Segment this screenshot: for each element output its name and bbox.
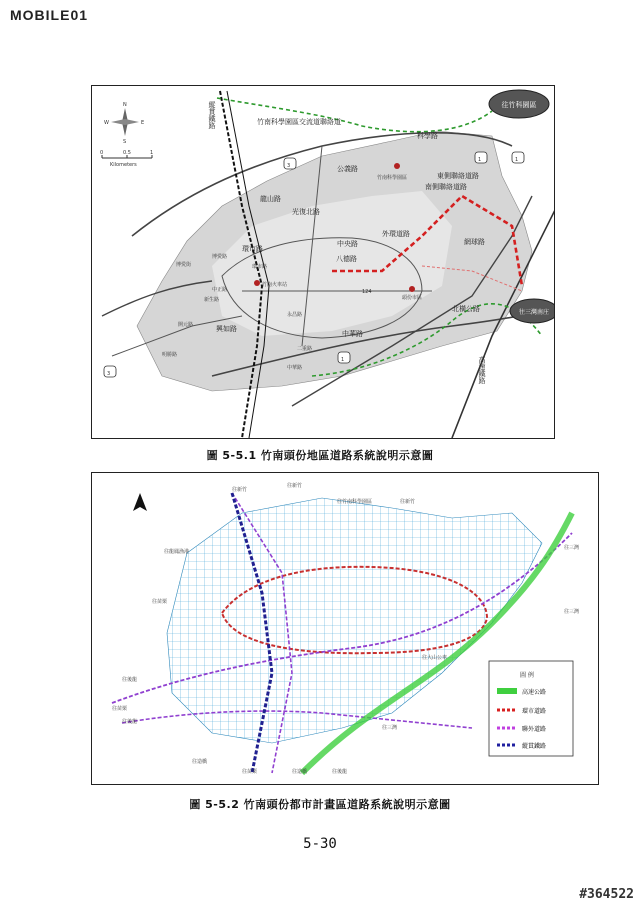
route-shield-1a — [475, 152, 487, 163]
svg-text:W: W — [104, 120, 109, 126]
label-bade: 八德路 — [336, 255, 357, 263]
label-erchong: 二重路 — [297, 346, 313, 352]
figure2-caption: 圖 5-5.2 竹南頭份都市計畫區道路系統說明示意圖 — [189, 798, 451, 811]
dest-6: 往龍鳳漁港 — [164, 549, 190, 555]
label-zhonghua: 中華路 — [342, 330, 363, 338]
legend-label-highway: 高速公路 — [522, 689, 547, 696]
map1-svg — [92, 86, 554, 438]
svg-text:往竹科園區: 往竹科園區 — [501, 101, 537, 109]
dest-2: 往新竹 — [287, 483, 303, 489]
page-number: 5-30 — [303, 836, 337, 852]
label-kaiyuan: 開元路 — [178, 322, 194, 328]
svg-text:1: 1 — [478, 157, 482, 163]
svg-text:1: 1 — [150, 150, 154, 156]
route-shield-3 — [284, 158, 296, 169]
label-huanshi: 環市路 — [242, 245, 263, 253]
label-guangfu-n: 光復北路 — [292, 208, 320, 216]
label-south-liaison: 南側聯絡道路 — [425, 183, 467, 191]
legend-label-rail: 縱貫鐵路 — [522, 743, 547, 750]
label-longshan: 龍山路 — [260, 195, 281, 203]
label-zhonghua2: 中華路 — [287, 365, 303, 371]
label-science: 科學路 — [417, 132, 438, 140]
label-zhongzheng: 中正路 — [212, 287, 228, 293]
label-zhunan-station: 竹南火車站 — [262, 282, 288, 288]
legend-title: 圖 例 — [520, 672, 534, 679]
dest-13: 往造橋 — [192, 759, 208, 765]
label-boai-st: 博愛街 — [176, 262, 192, 268]
dest-8: 往三灣 — [564, 609, 580, 615]
label-xinsheng: 新生路 — [204, 297, 220, 303]
label-boai-rd: 博愛路 — [212, 254, 228, 260]
dest-1: 往新竹 — [232, 487, 248, 493]
label-park: 竹南科學園區 — [377, 175, 408, 181]
legend-label-outer: 聯外道路 — [522, 726, 547, 733]
svg-text:1: 1 — [515, 157, 519, 163]
urban-plan-road-map — [91, 472, 599, 785]
dest-11: 往三灣 — [382, 725, 398, 731]
mobile01-logo — [4, 3, 122, 25]
toufen-marker — [409, 286, 415, 292]
map2-svg — [92, 473, 598, 784]
label-east-liaison: 東側聯絡道路 — [437, 172, 479, 180]
dest-17: 往大山公車 — [422, 655, 448, 661]
dest-10: 往苗栗 — [112, 706, 128, 712]
label-wanglong: 網球路 — [464, 238, 485, 246]
dest-7: 往苗栗 — [152, 599, 168, 605]
route-shield-1c — [512, 152, 524, 163]
dest-5: 往三灣 — [564, 545, 580, 551]
legend — [489, 661, 573, 756]
figure1-caption: 圖 5-5.1 竹南頭份地區道路系統說明示意圖 — [206, 449, 434, 462]
label-route-124: 124 — [362, 289, 372, 295]
image-id: #364522 — [579, 887, 634, 902]
svg-text:N: N — [123, 102, 127, 108]
svg-text:往三灣南庄: 往三灣南庄 — [518, 309, 550, 316]
station-marker — [254, 280, 260, 286]
scale-bar — [100, 150, 153, 168]
label-xingru: 興如路 — [216, 325, 237, 333]
route-shield-1b — [338, 352, 350, 363]
label-railway: 縱貫鐵路 — [208, 101, 216, 129]
compass-rose — [104, 102, 144, 145]
dest-3: 往竹南科學園區 — [337, 499, 373, 505]
svg-text:S: S — [123, 139, 127, 145]
bubble-sanwan — [510, 299, 554, 323]
label-yongchang: 永昌路 — [287, 312, 303, 318]
svg-text:3: 3 — [287, 163, 291, 169]
dest-16: 往後龍 — [332, 769, 348, 775]
dest-9: 往後龍 — [122, 677, 138, 683]
svg-text:0.5: 0.5 — [123, 150, 131, 156]
legend-label-ring: 環市道路 — [522, 708, 547, 715]
label-mingsheng: 明勝路 — [162, 352, 178, 358]
north-arrow-icon — [133, 493, 147, 511]
svg-text:Kilometers: Kilometers — [110, 162, 137, 168]
toufen-road-system-map — [91, 85, 555, 439]
label-liaison: 竹南科學園區交流道聯絡道 — [257, 118, 341, 126]
dest-12: 往後龍 — [122, 719, 138, 725]
label-beiheng: 北橫公路 — [452, 305, 480, 313]
label-huanshi2: 環市路 — [252, 264, 268, 270]
route-shield-3b — [104, 366, 116, 377]
bubble-hsinchu-park — [489, 90, 549, 118]
svg-text:3: 3 — [107, 371, 111, 377]
svg-text:0: 0 — [100, 150, 104, 156]
label-toufen-center: 頭份市區 — [402, 295, 423, 301]
logo-text: MOBILE01 — [10, 7, 89, 23]
dest-4: 往新竹 — [400, 499, 416, 505]
label-gongyi: 公義路 — [337, 165, 358, 173]
svg-text:E: E — [141, 120, 145, 126]
label-zhongyang: 中央路 — [337, 240, 358, 248]
dest-15: 往造橋 — [292, 769, 308, 775]
svg-text:1: 1 — [341, 357, 345, 363]
label-outer-ring: 外環道路 — [382, 230, 410, 238]
label-highspeed-rail: 高速鐵路 — [478, 356, 486, 384]
legend-swatch-highway — [497, 688, 517, 694]
green-route-north — [217, 98, 492, 132]
dest-14: 往苗栗 — [242, 769, 258, 775]
park-marker — [394, 163, 400, 169]
